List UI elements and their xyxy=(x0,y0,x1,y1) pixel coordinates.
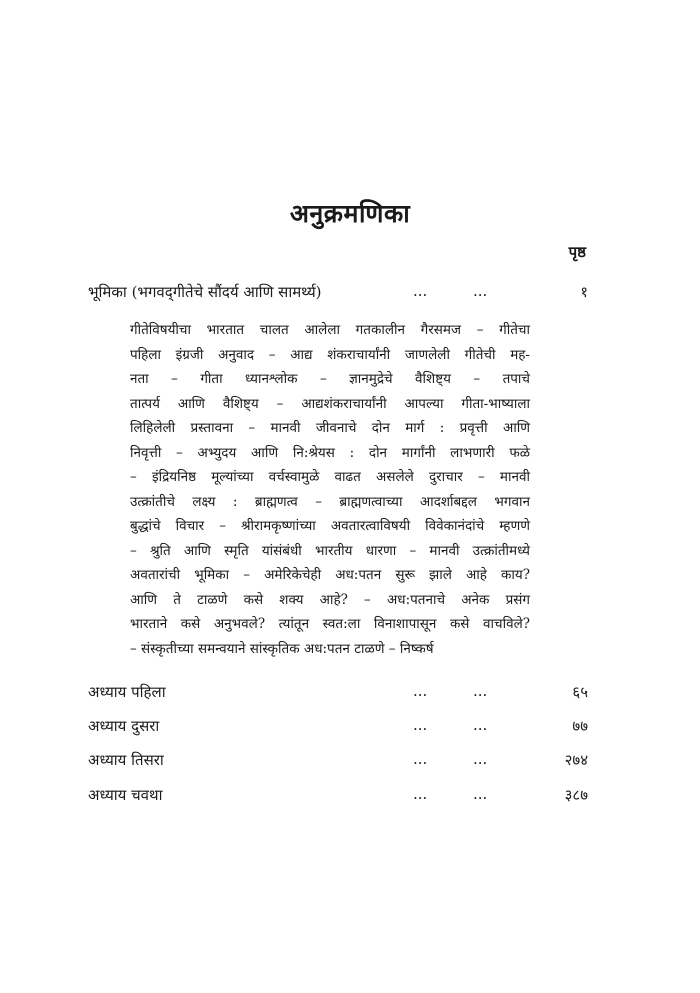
toc-leader-dots: ... xyxy=(473,716,488,734)
toc-page-number: ६५ xyxy=(572,683,588,701)
summary-line: लिहिलेली प्रस्तावना – मानवी जीवनाचे दोन मार्ग : प्रवृत्ती आणि xyxy=(130,420,530,436)
summary-line: भारताने कसे अनुभवले? त्यांतून स्वत:ला विनाशापासून कसे वाचविले? xyxy=(130,616,530,632)
toc-leader-dots: ... xyxy=(413,750,428,768)
bhumika-summary xyxy=(130,318,530,661)
summary-line: आणि ते टाळणे कसे शक्य आहे? – अध:पतनाचे अनेक प्रसंग xyxy=(130,591,530,608)
summary-line: उत्क्रांतीचे लक्ष्य : ब्राह्मणत्व – ब्राह्मणत्वाच्या आदर्शाबद्दल भगवान xyxy=(130,493,530,510)
toc-leader-dots: ... xyxy=(413,282,428,300)
summary-line: – श्रुति आणि स्मृति यांसंबंधी भारतीय धारणा – मानवी उत्क्रांतीमध्ये xyxy=(130,542,530,559)
page-column-header: पृष्ठ xyxy=(568,243,586,261)
summary-line: निवृत्ती – अभ्युदय आणि नि:श्रेयस : दोन मार्गांनी लाभणारी फळे xyxy=(130,444,530,461)
summary-line: गीतेविषयीचा भारतात चालत आलेला गतकालीन गैरसमज – गीतेचा xyxy=(130,322,530,338)
toc-entry-chapter-1 xyxy=(88,682,588,706)
toc-page-number: १ xyxy=(580,283,588,301)
summary-line: – संस्कृतीच्या समन्वयाने सांस्कृतिक अध:पतन टाळणे – निष्कर्ष xyxy=(130,640,434,657)
toc-entry-chapter-3 xyxy=(88,750,588,774)
summary-line: पहिला इंग्रजी अनुवाद – आद्य शंकराचार्यांनी जाणलेली गीतेची मह- xyxy=(130,346,530,363)
toc-leader-dots: ... xyxy=(413,682,428,700)
toc-entry-label: अध्याय दुसरा xyxy=(88,717,160,735)
toc-entry-bhumika xyxy=(88,282,588,306)
toc-page-number: ३८७ xyxy=(564,786,588,804)
summary-line: नता – गीता ध्यानश्लोक – ज्ञानमुद्रेचे वैशिष्ट्य – तपाचे xyxy=(130,371,530,387)
toc-entry-label: अध्याय चवथा xyxy=(88,786,163,804)
toc-page-number: ७७ xyxy=(572,717,588,735)
toc-entry-label: अध्याय पहिला xyxy=(88,683,166,701)
toc-entry-chapter-4 xyxy=(88,785,588,809)
toc-leader-dots: ... xyxy=(413,785,428,803)
summary-line: बुद्धांचे विचार – श्रीरामकृष्णांच्या अवतारत्वाविषयी विवेकानंदांचे म्हणणे xyxy=(130,518,530,534)
toc-leader-dots: ... xyxy=(473,750,488,768)
page-title: अनुक्रमणिका xyxy=(289,199,411,228)
toc-entry-label: भूमिका (भगवद्‌गीतेचे सौंदर्य आणि सामर्थ्य) xyxy=(88,283,322,301)
summary-line: अवतारांची भूमिका – अमेरिकेचेही अध:पतन सुरू झाले आहे काय? xyxy=(130,567,530,583)
toc-leader-dots: ... xyxy=(473,785,488,803)
toc-leader-dots: ... xyxy=(473,282,488,300)
toc-page-number: २७४ xyxy=(564,751,588,769)
toc-entry-label: अध्याय तिसरा xyxy=(88,751,164,769)
toc-leader-dots: ... xyxy=(413,716,428,734)
toc-leader-dots: ... xyxy=(473,682,488,700)
summary-line: – इंद्रियनिष्ठ मूल्यांच्या वर्चस्वामुळे वाढत असलेले दुराचार – मानवी xyxy=(130,469,530,485)
summary-line: तात्पर्य आणि वैशिष्ट्य – आद्यशंकराचार्यांनी आपल्या गीता-भाष्याला xyxy=(130,395,530,412)
toc-entry-chapter-2 xyxy=(88,716,588,740)
